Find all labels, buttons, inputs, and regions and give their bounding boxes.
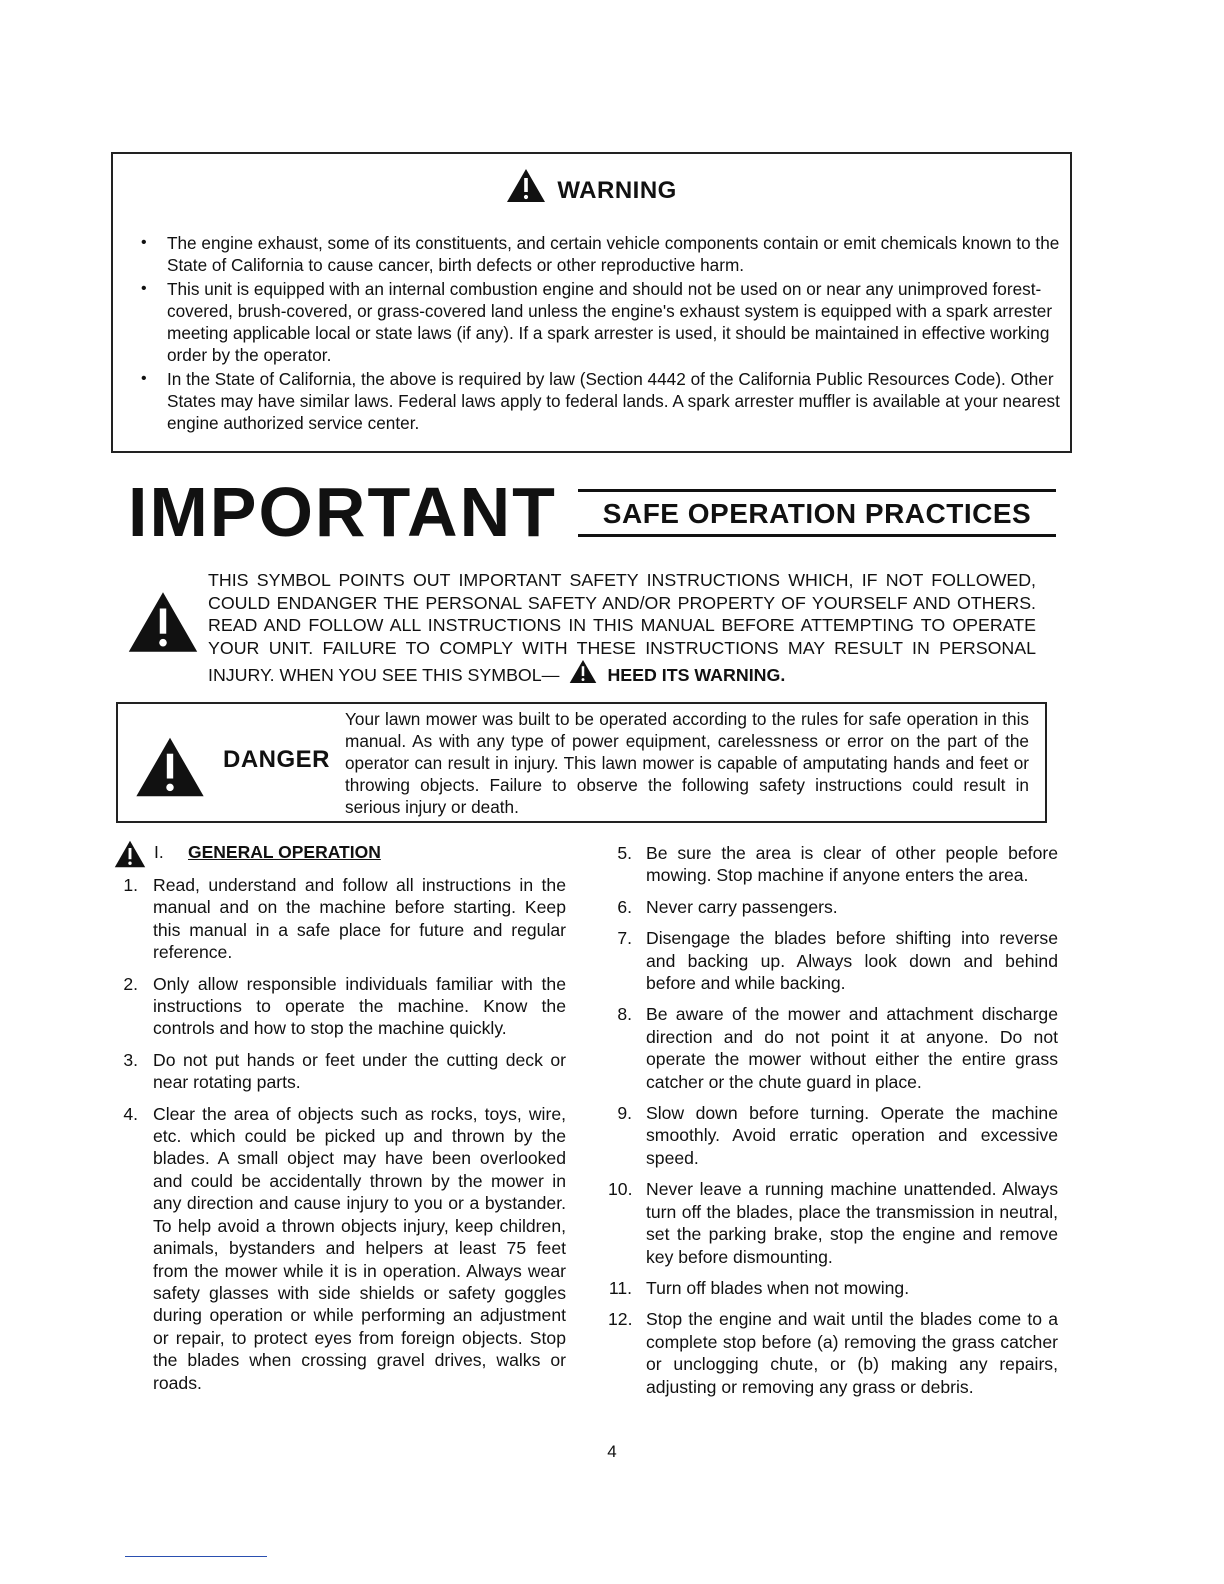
warning-bullet: • In the State of California, the above is required by law (Section 4442 of the California Public Resources Code). Other States may have similar laws. Federal laws apply to federal lands. A spark arrester muffler is available at your nearest engine authorized service center. (139, 368, 1069, 434)
item-text: Stop the engine and wait until the blades come to a complete stop before (a) removing the grass catcher or unclogging chute, or (b) making any repairs, adjusting or removing any grass or debris. (646, 1309, 1058, 1397)
item-number: 2. (123, 973, 138, 994)
item-text: Do not put hands or feet under the cutting deck or near rotating parts. (153, 1049, 566, 1093)
item-text: Read, understand and follow all instructions in the manual and on the machine before starting. Keep this manual in a safe place for future and regular reference. (153, 875, 566, 963)
safety-alert-triangle-icon (127, 590, 199, 654)
heed-warning-text: HEED ITS WARNING. (607, 665, 786, 685)
item-text: Slow down before turning. Operate the machine smoothly. Avoid erratic operation and excessive speed. (646, 1103, 1058, 1168)
list-item (608, 1102, 1058, 1169)
footer-divider (125, 1556, 267, 1557)
list-item (114, 1103, 566, 1394)
inline-alert-triangle-icon (569, 659, 597, 690)
item-number: 3. (123, 1049, 138, 1070)
list-item (608, 896, 1058, 918)
danger-box (116, 702, 1047, 823)
item-text: Be aware of the mower and attachment discharge direction and do not point it at anyone. Do not operate the mower without either the entire grass catcher or the chute guard in place. (646, 1004, 1058, 1092)
page-number: 4 (607, 1442, 617, 1461)
list-item (608, 1308, 1058, 1398)
list-item (608, 927, 1058, 994)
item-text: Turn off blades when not mowing. (646, 1277, 910, 1298)
item-number: 12. (608, 1309, 633, 1330)
danger-label: DANGER (223, 746, 331, 773)
section-heading (114, 838, 566, 874)
item-number: 11. (608, 1277, 632, 1298)
important-title: IMPORTANT (128, 473, 557, 551)
danger-triangle-icon (134, 736, 206, 798)
item-text: Never leave a running machine unattended. Always turn off the blades, place the transmission in neutral, set the parking brake, stop the engine and remove key before dismounting. (646, 1179, 1058, 1267)
warning-box (111, 152, 1072, 453)
warning-bullet: • The engine exhaust, some of its constituents, and certain vehicle components contain or emit chemicals known to the State of California to cause cancer, birth defects or other reproductive harm. (139, 232, 1069, 276)
warning-heading (113, 174, 1070, 209)
list-item (114, 1049, 566, 1094)
item-number: 9. (617, 1103, 632, 1124)
symbol-notice (208, 569, 1036, 690)
section-number: I. (154, 842, 164, 862)
list-item (114, 973, 566, 1040)
warning-bullet: • This unit is equipped with an internal combustion engine and should not be used on or near any unimproved forest-covered, brush-covered, or grass-covered land unless the engine's exhaust system is equipped with a spark arrester meeting applicable local or state laws (if any). If a spark arrester is used, it should be maintained in effective working order by the operator. (139, 278, 1069, 366)
rules-list-left (114, 874, 566, 1394)
item-text: Only allow responsible individuals familiar with the instructions to operate the machine. Know the controls and how to stop the machine quickly. (153, 973, 566, 1039)
item-number: 4. (123, 1103, 138, 1124)
item-number: 7. (617, 928, 632, 949)
warning-triangle-icon (506, 168, 546, 203)
safe-operation-heading-box (578, 489, 1056, 537)
item-number: 10. (608, 1179, 633, 1200)
right-column (608, 842, 1058, 1407)
item-number: 6. (617, 896, 632, 917)
list-item (608, 1178, 1058, 1268)
item-number: 8. (617, 1004, 632, 1025)
section-title: GENERAL OPERATION (188, 842, 381, 862)
item-number: 1. (123, 875, 138, 895)
item-text: Never carry passengers. (646, 896, 838, 917)
symbol-notice-text: THIS SYMBOL POINTS OUT IMPORTANT SAFETY INSTRUCTIONS WHICH, IF NOT FOLLOWED, COULD ENDANGER THE PERSONAL SAFETY AND/OR PROPERTY OF YOURSELF AND OTHERS. READ AND FOLLOW ALL INSTRUCTIONS IN THIS MANUAL BEFORE ATTEMPTING TO OPERATE YOUR UNIT. FAILURE TO COMPLY WITH THESE INSTRUCTIONS MAY RESULT IN PERSONAL INJURY. WHEN YOU SEE THIS SYMBOL— (208, 570, 1036, 685)
list-item (608, 842, 1058, 887)
section-alert-triangle-icon (114, 840, 146, 868)
item-text: Disengage the blades before shifting into reverse and backing up. Always look down and behind before and while backing. (646, 928, 1058, 994)
item-text: Clear the area of objects such as rocks, toys, wire, etc. which could be picked up and thrown by the blades. A small object may have been overlooked and could be accidentally thrown by the mower in any direction and cause injury to you or a bystander. To help avoid a thrown objects injury, keep children, animals, bystanders and helpers at least 75 feet from the mower while it is in operation. Always wear safety glasses with side shields or safety goggles during operation or while performing an adjustment or repair, to protect eyes from foreign objects. Stop the blades when crossing gravel drives, walks or roads. (153, 1103, 566, 1393)
list-item (608, 1003, 1058, 1093)
danger-text: Your lawn mower was built to be operated according to the rules for safe operation in this manual. As with any type of power equipment, carelessness or error on the part of the operator can result in injury. This lawn mower is capable of amputating hands and feet or throwing objects. Failure to observe the following safety instructions could result in serious injury or death. (345, 709, 1029, 817)
warning-list (139, 232, 1069, 436)
item-text: Be sure the area is clear of other people before mowing. Stop machine if anyone enters the area. (646, 843, 1058, 886)
safe-operation-heading: SAFE OPERATION PRACTICES (602, 498, 1032, 529)
warning-title: WARNING (557, 176, 677, 204)
item-number: 5. (617, 843, 632, 863)
list-item (608, 1277, 1058, 1299)
list-item (114, 874, 566, 964)
rules-list-right (608, 842, 1058, 1398)
left-column (114, 838, 566, 1403)
